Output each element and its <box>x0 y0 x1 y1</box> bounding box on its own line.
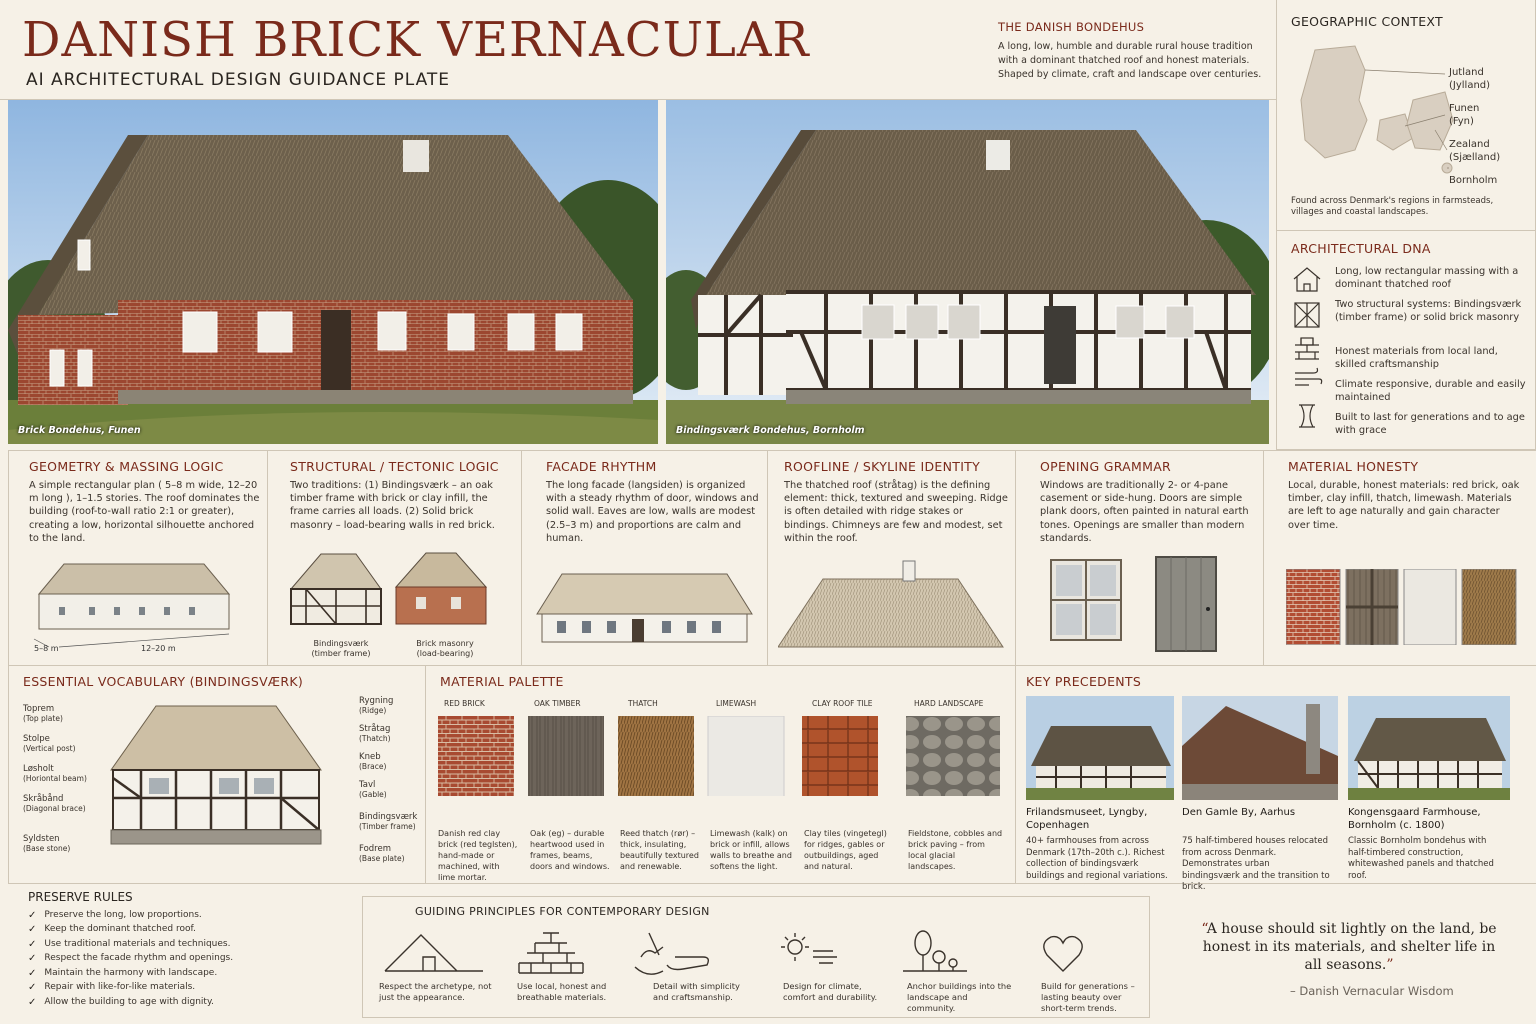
roofline-heading: ROOFLINE / SKYLINE IDENTITY <box>784 459 981 474</box>
vocab-term: Rygning <box>359 696 394 706</box>
vocab-label <box>359 724 417 752</box>
check-icon: ✓ <box>28 996 37 1008</box>
principle-item: Anchor buildings into the landscape and community. <box>907 981 1012 1013</box>
vocab-label <box>359 812 417 844</box>
close-quote-icon: ” <box>1386 957 1394 973</box>
material-palette-panel <box>426 666 1016 884</box>
palette-swatches <box>438 716 1018 796</box>
precedent-desc: 40+ farmhouses from across Denmark (17th–20th c.). Richest collection of bindingsværk buildings and regional variations. <box>1026 836 1168 881</box>
dna-item: Honest materials from local land, skilled craftsmanship <box>1335 346 1498 370</box>
label-brick-masonry-sub: (load-bearing) <box>416 649 474 658</box>
rule-item: Allow the building to age with dignity. <box>44 996 214 1007</box>
timber-house-illustration <box>666 100 1269 444</box>
vocab-translation: (Base plate) <box>359 854 405 863</box>
region-jutland: Jutland <box>1449 67 1484 78</box>
rule-item: Preserve the long, low proportions. <box>44 909 202 920</box>
vocab-translation: (Horiontal beam) <box>23 774 87 783</box>
quote-panel <box>1150 884 1536 1024</box>
precedent-name: Den Gamle By, Aarhus <box>1182 807 1296 818</box>
dna-list <box>1335 265 1527 437</box>
dna-item: Long, low rectangular massing with a dominant thatched roof <box>1335 266 1519 290</box>
dna-item: Built to last for generations and to age with grace <box>1335 412 1525 436</box>
structural-heading: STRUCTURAL / TECTONIC LOGIC <box>290 459 499 474</box>
check-icon: ✓ <box>28 909 37 921</box>
opening-heading: OPENING GRAMMAR <box>1040 459 1172 474</box>
vocab-translation: (Vertical post) <box>23 744 76 753</box>
region-zealand-local: (Sjælland) <box>1449 152 1501 163</box>
geo-regions <box>1449 66 1500 187</box>
facade-body: The long facade (langsiden) is organized with a steady rhythm of door, windows and solid wall. Eaves are low, walls are modest (2.5–3 m) and proportions are calm and human. <box>546 480 759 544</box>
geometry-body: A simple rectangular plan ( 5–8 m wide, 12–20 m long ), 1–1.5 stories. The roof dominates the building (roof-to-wall ratio 2:1 or greater), creating a low, horizontal silhouette anchored to the land. <box>29 480 260 544</box>
vocab-label <box>23 834 87 854</box>
vocabulary-panel <box>8 666 426 884</box>
vocab-term: Toprem <box>23 704 55 714</box>
facade-heading: FACADE RHYTHM <box>546 459 657 474</box>
palette-name-thatch: THATCH <box>628 699 658 708</box>
photo-bindingsvaerk-bondehus <box>666 100 1269 444</box>
palette-desc-thatch: Reed thatch (rør) – thick, insulating, beautifully textured and renewable. <box>620 829 699 871</box>
vocab-label <box>23 794 87 834</box>
geometry-heading: GEOMETRY & MASSING LOGIC <box>29 459 224 474</box>
heart-icon <box>1044 937 1082 971</box>
label-bindingsvaerk-sub: (timber frame) <box>311 649 371 658</box>
roofline-body: The thatched roof (stråtag) is the defining element: thick, textured and sweeping. Ridge is often detailed with ridge stakes or bindings. Chimneys are few and modest, set within the roof. <box>784 480 1008 544</box>
precedent-photos <box>1026 696 1526 800</box>
vocab-label <box>359 696 417 724</box>
hourglass-icon <box>1299 405 1315 427</box>
timber-frame-icon <box>1295 303 1319 327</box>
palette-heading: MATERIAL PALETTE <box>440 674 564 689</box>
region-funen-local: (Fyn) <box>1449 116 1474 127</box>
palette-desc-brick: Danish red clay brick (red teglsten), hand-made or machined, with lime mortar. <box>438 829 518 882</box>
vocab-translation: (Base stone) <box>23 844 71 853</box>
vocab-translation: (Ridge) <box>359 706 387 715</box>
precedent-desc: 75 half-timbered houses relocated from across Denmark. Demonstrates urban bindingsværk and the transition to brick. <box>1182 836 1330 892</box>
vocab-term: Stolpe <box>23 734 50 744</box>
vocab-translation: (Timber frame) <box>359 822 416 831</box>
dim-length: 12–20 m <box>141 644 176 653</box>
rule-item: Maintain the harmony with landscape. <box>44 967 218 978</box>
check-icon: ✓ <box>28 924 37 936</box>
intro-heading: THE DANISH BONDEHUS <box>998 20 1145 34</box>
rules-list <box>28 908 233 1010</box>
vocab-label <box>23 704 87 734</box>
vocab-translation: (Gable) <box>359 790 387 799</box>
label-brick-masonry-title: Brick masonry <box>416 639 474 648</box>
material-honesty-heading: MATERIAL HONESTY <box>1288 459 1419 474</box>
intro <box>998 20 1263 82</box>
vocab-translation: (Diagonal brace) <box>23 804 86 813</box>
brick-house-illustration <box>8 100 658 444</box>
check-icon: ✓ <box>28 938 37 950</box>
precedent-name: Frilandsmuseet, Lyngby, Copenhagen <box>1026 807 1148 831</box>
vocabulary-heading: ESSENTIAL VOCABULARY (BINDINGSVÆRK) <box>23 674 304 689</box>
bindingsvaerk-diagram <box>101 698 341 848</box>
quote-body: A house should sit lightly on the land, be honest in its materials, and shelter life in all seasons. <box>1202 921 1497 973</box>
page-title: DANISH BRICK VERNACULAR <box>22 12 810 68</box>
material-honesty-panel <box>1264 450 1536 666</box>
vocab-term: Stråtag <box>359 724 391 734</box>
vocab-label <box>23 764 87 794</box>
material-swatches-small <box>1286 569 1526 645</box>
facade-panel <box>522 450 768 666</box>
vocab-term: Syldsten <box>23 834 60 844</box>
brick-stack-icon <box>1295 338 1319 359</box>
label-bindingsvaerk <box>306 639 376 659</box>
vocab-label <box>359 844 417 864</box>
geo-panel <box>1276 0 1536 231</box>
region-funen: Funen <box>1449 103 1480 114</box>
opening-panel <box>1016 450 1264 666</box>
check-icon: ✓ <box>28 953 37 965</box>
precedents-panel <box>1016 666 1536 892</box>
palette-desc-oak: Oak (eg) – durable heartwood used in frames, beams, doors and windows. <box>530 829 610 871</box>
open-quote-icon: “ <box>1201 921 1207 937</box>
region-jutland-local: (Jylland) <box>1449 80 1491 91</box>
trees-landscape-icon <box>903 931 967 971</box>
label-brick-masonry <box>410 639 480 659</box>
check-icon: ✓ <box>28 967 37 979</box>
casement-window-icon <box>1051 560 1121 640</box>
rule-item: Use traditional materials and techniques. <box>44 938 231 949</box>
quote-author: – Danish Vernacular Wisdom <box>1290 984 1454 998</box>
roofline-panel <box>768 450 1016 666</box>
principle-item: Detail with simplicity and craftsmanship. <box>653 981 740 1002</box>
dna-panel <box>1276 231 1536 450</box>
vocab-term: Tavl <box>359 780 376 790</box>
precedent-desc: Classic Bornholm bondehus with half-timbered construction, whitewashed panels and thatched roof. <box>1348 836 1494 881</box>
preserve-rules-panel <box>8 884 362 1024</box>
structural-body: Two traditions: (1) Bindingsværk – an oak timber frame with brick or clay infill, the frame carries all loads. (2) Solid brick masonry – load-bearing walls in red brick. <box>290 480 495 531</box>
vocab-term: Skråbånd <box>23 794 64 804</box>
principles-list <box>379 981 1139 1014</box>
check-icon: ✓ <box>28 982 37 994</box>
rule-item: Repair with like-for-like materials. <box>44 982 196 993</box>
vocab-term: Kneb <box>359 752 381 762</box>
geo-heading: GEOGRAPHIC CONTEXT <box>1291 14 1443 29</box>
photo-caption-right: Bindingsværk Bondehus, Bornholm <box>676 425 865 436</box>
vocab-right-labels <box>359 696 417 864</box>
vocab-translation: (Brace) <box>359 762 387 771</box>
dna-item: Climate responsive, durable and easily maintained <box>1335 379 1526 403</box>
hand-craft-icon <box>635 933 708 974</box>
header <box>0 0 1276 100</box>
vocab-translation: (Thatch) <box>359 734 391 743</box>
structure-diagram <box>286 549 506 639</box>
quote-text <box>1194 920 1504 974</box>
label-bindingsvaerk-title: Bindingsværk <box>313 639 369 648</box>
region-zealand: Zealand <box>1449 139 1490 150</box>
principles-panel <box>362 896 1150 1018</box>
dna-item: Two structural systems: Bindingsværk (timber frame) or solid brick masonry <box>1335 299 1522 323</box>
principle-item: Design for climate, comfort and durability. <box>783 981 878 1002</box>
massing-diagram <box>29 559 259 659</box>
palette-name-brick: RED BRICK <box>444 699 485 708</box>
photo-caption-left: Brick Bondehus, Funen <box>18 425 141 436</box>
brick-stack-icon <box>519 933 583 973</box>
geometry-panel <box>8 450 268 666</box>
vocab-term: Bindingsværk <box>359 812 418 822</box>
geo-note: Found across Denmark's regions in farmsteads, villages and coastal landscapes. <box>1291 196 1494 217</box>
roof-outline-icon <box>385 935 483 971</box>
structural-panel <box>268 450 522 666</box>
precedents-heading: KEY PRECEDENTS <box>1026 674 1142 689</box>
dna-icons <box>1291 265 1325 445</box>
vocab-left-labels <box>23 704 87 854</box>
vocab-label <box>359 780 417 812</box>
dim-width: 5–8 m <box>34 644 59 653</box>
rules-heading: PRESERVE RULES <box>28 890 133 904</box>
region-bornholm: Bornholm <box>1449 175 1498 186</box>
vocab-term: Fodrem <box>359 844 391 854</box>
vocab-label <box>23 734 87 764</box>
sun-wind-icon <box>781 933 837 963</box>
vocab-translation: (Top plate) <box>23 714 63 723</box>
palette-desc-tile: Clay tiles (vingetegl) for ridges, gables or outbuildings, aged and natural. <box>804 829 887 871</box>
palette-name-oak: OAK TIMBER <box>534 699 581 708</box>
rule-item: Respect the facade rhythm and openings. <box>44 953 234 964</box>
principle-item: Build for generations – lasting beauty over short-term trends. <box>1041 981 1135 1013</box>
palette-name-tile: CLAY ROOF TILE <box>812 699 873 708</box>
palette-desc-landscape: Fieldstone, cobbles and brick paving – from local glacial landscapes. <box>908 829 1003 871</box>
opening-body: Windows are traditionally 2- or 4-pane casement or side-hung. Doors are simple plank doors, often painted in natural earth tones. Openings are smaller than modern standards. <box>1040 480 1249 544</box>
principles-icons <box>363 927 1151 983</box>
precedent-name: Kongensgaard Farmhouse, Bornholm (c. 1800) <box>1348 807 1481 831</box>
principle-item: Use local, honest and breathable materials. <box>517 981 607 1002</box>
opening-diagram <box>1046 555 1246 655</box>
palette-name-limewash: LIMEWASH <box>716 699 757 708</box>
page-subtitle: AI ARCHITECTURAL DESIGN GUIDANCE PLATE <box>26 70 451 90</box>
facade-diagram <box>532 569 762 649</box>
intro-body: A long, low, humble and durable rural house tradition with a dominant thatched roof and honest materials. Shaped by climate, craft and landscape over centuries. <box>998 41 1262 80</box>
plank-door-icon <box>1156 557 1216 651</box>
rule-item: Keep the dominant thatched roof. <box>44 924 196 935</box>
dna-heading: ARCHITECTURAL DNA <box>1291 241 1431 256</box>
principle-item: Respect the archetype, not just the appearance. <box>379 981 492 1002</box>
palette-desc-limewash: Limewash (kalk) on brick or infill, allows walls to breathe and softens the light. <box>710 829 792 871</box>
photo-brick-bondehus <box>8 100 658 444</box>
material-honesty-body: Local, durable, honest materials: red brick, oak timber, clay infill, thatch, limewash. Materials are left to age naturally and gain character over time. <box>1288 480 1520 531</box>
vocab-label <box>359 752 417 780</box>
wind-icon <box>1295 368 1322 385</box>
palette-name-landscape: HARD LANDSCAPE <box>914 699 984 708</box>
roofline-diagram <box>778 559 1008 659</box>
house-icon <box>1294 268 1320 291</box>
principles-heading: GUIDING PRINCIPLES FOR CONTEMPORARY DESIGN <box>415 905 710 918</box>
denmark-map <box>1295 40 1455 180</box>
vocab-term: Løsholt <box>23 764 54 774</box>
